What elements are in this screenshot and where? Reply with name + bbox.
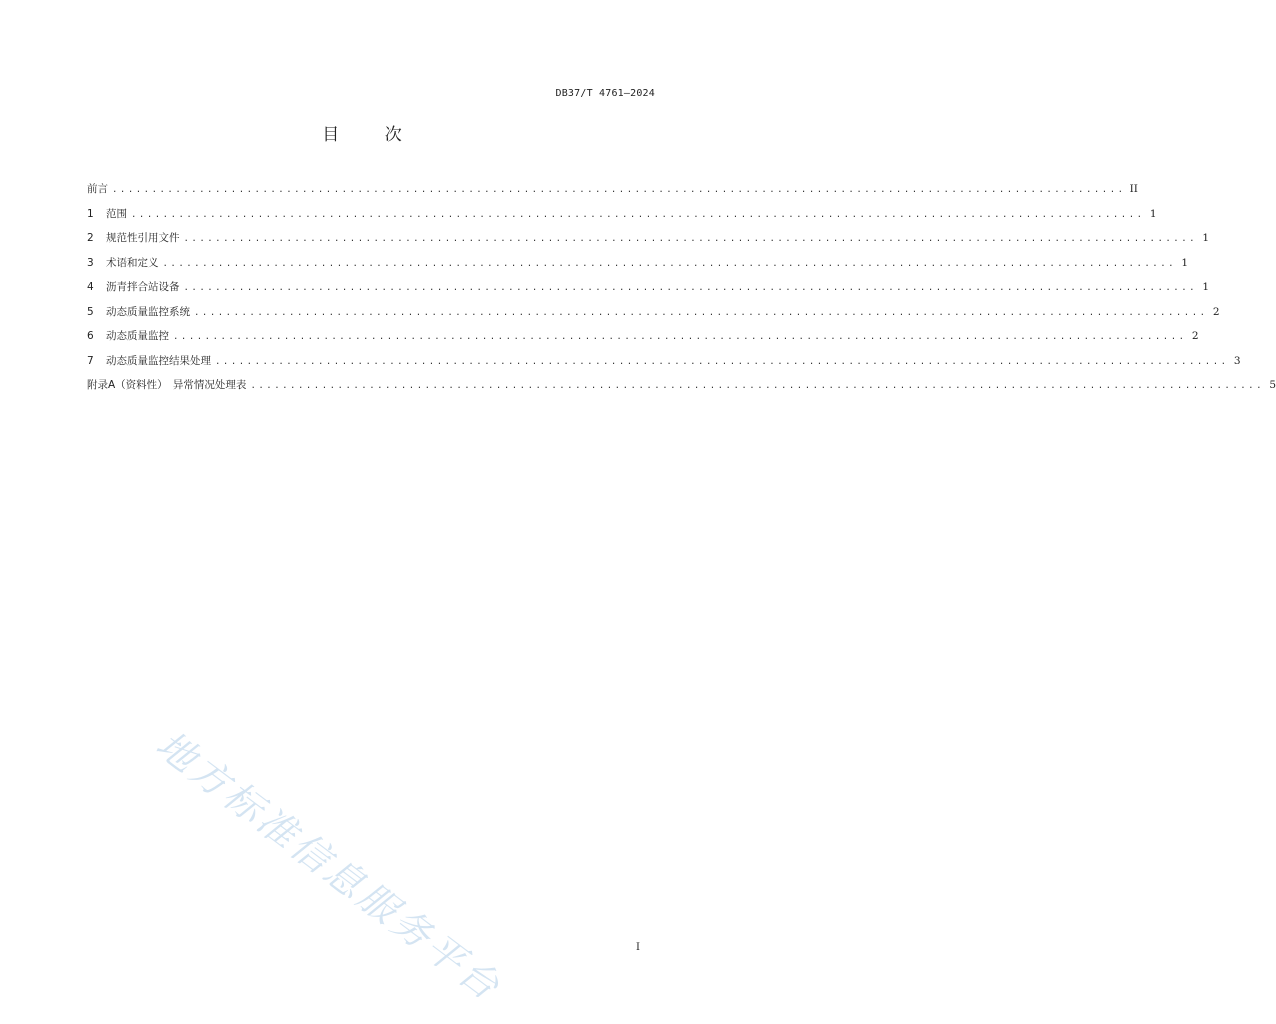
toc-entry-foreword[interactable] (87, 182, 1138, 207)
toc-entry-label: 前言 (87, 183, 108, 195)
toc-entry-label: 规范性引用文件 (106, 232, 180, 244)
toc-leader-dots: ................................................................................................................................ (215, 356, 1229, 367)
toc-entry-monitoring-system[interactable] (87, 305, 1220, 330)
toc-entry-page: II (1129, 183, 1138, 195)
toc-entry-page: 5 (1269, 379, 1276, 391)
toc-leader-dots: ................................................................................................................................ (173, 332, 1187, 342)
toc-entry-number: 6 (87, 330, 94, 342)
toc-entry-number: 2 (87, 232, 94, 244)
toc-title-left: 目 (322, 125, 340, 145)
toc-leader-dots: ................................................................................................................................ (194, 307, 1208, 318)
toc-entry-number: 1 (87, 207, 94, 220)
toc-leader-dots: ................................................................................................................................ (131, 209, 1145, 220)
toc-leader-dots: ................................................................................................................................ (250, 381, 1264, 391)
toc-title (0, 120, 724, 145)
toc-entry-label: 沥青拌合站设备 (106, 281, 180, 293)
page-number: I (636, 942, 640, 953)
toc-entry-page: 1 (1149, 207, 1157, 220)
toc-entry-quality-monitoring[interactable] (87, 329, 1199, 354)
toc-entry-page: 2 (1191, 330, 1199, 342)
toc-entry-page: 1 (1202, 232, 1210, 244)
toc-entry-label: 术语和定义 (106, 256, 159, 269)
toc-title-right: 次 (384, 125, 402, 145)
toc-entry-label: 动态质量监控结果处理 (106, 354, 211, 367)
toc-leader-dots: ................................................................................................................................ (162, 258, 1177, 269)
table-of-contents (87, 182, 1276, 403)
toc-entry-equipment[interactable] (87, 280, 1210, 305)
watermark-text: 地方标准信息服务平台 (148, 722, 511, 1011)
toc-entry-label: 动态质量监控系统 (106, 305, 190, 318)
toc-entry-terms-definitions[interactable] (87, 256, 1189, 281)
toc-entry-appendix-a[interactable] (87, 378, 1276, 403)
toc-entry-label: 附录A（资料性） 异常情况处理表 (87, 379, 247, 391)
toc-entry-normative-references[interactable] (87, 231, 1210, 256)
toc-entry-scope[interactable] (87, 207, 1157, 232)
toc-entry-page: 2 (1212, 305, 1220, 318)
toc-leader-dots: ................................................................................................................................ (112, 185, 1126, 195)
toc-entry-label: 动态质量监控 (106, 330, 169, 342)
document-code: DB37/T 4761—2024 (555, 88, 655, 99)
toc-entry-number: 7 (87, 354, 94, 367)
toc-entry-page: 1 (1202, 281, 1210, 293)
toc-entry-number: 5 (87, 305, 94, 318)
toc-entry-page: 1 (1181, 256, 1189, 269)
toc-entry-label: 范围 (106, 207, 127, 220)
toc-entry-result-handling[interactable] (87, 354, 1241, 379)
toc-leader-dots: ................................................................................................................................ (183, 234, 1198, 244)
toc-leader-dots: ................................................................................................................................ (183, 283, 1198, 293)
toc-entry-page: 3 (1233, 354, 1241, 367)
toc-entry-number: 3 (87, 256, 94, 269)
toc-entry-number: 4 (87, 281, 94, 293)
